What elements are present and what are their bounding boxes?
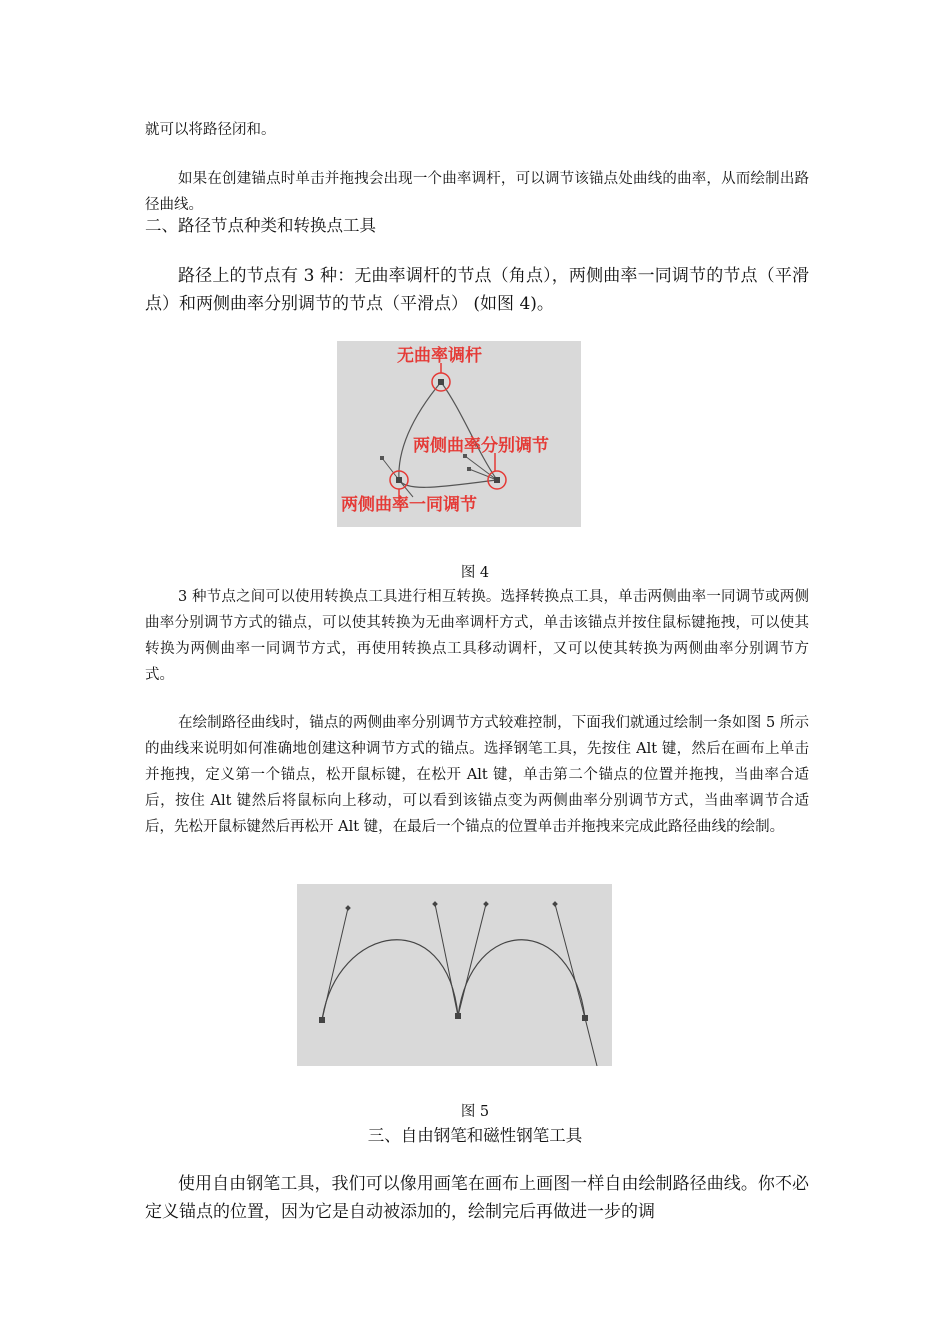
section-heading-freeform-pen: 三、自由钢笔和磁性钢笔工具 [367, 1126, 583, 1145]
figure-4-label-split-smooth: 两侧曲率分别调节 [413, 436, 549, 456]
figure-5-caption: 图 5 [460, 1104, 490, 1120]
figure-4-node-types [337, 341, 581, 527]
section-heading-node-types: 二、路径节点种类和转换点工具 [145, 216, 376, 235]
paragraph-pen-tool-steps: 在绘制路径曲线时，锚点的两侧曲率分别调节方式较难控制，下面我们就通过绘制一条如图 5 所示的曲线来说明如何准确地创建这种调节方式的锚点。选择钢笔工具，先按住 Alt 键，然后在画布上单击并拖拽，定义第一个锚点，松开鼠标键，在松开 Alt 键，单击第二个锚点的位置并拖拽，当曲率合适后，按住 Alt 键然后将鼠标向上移动，可以看到该锚点变为两侧曲率分别调节方式，当曲率调节合适后，先松开鼠标键然后再松开 Alt 键，在最后一个锚点的位置单击并拖拽来完成此路径曲线的绘制。 [145, 715, 809, 835]
paragraph-closing-path: 就可以将路径闭和。 [145, 122, 276, 138]
figure-4-label-joint-smooth: 两侧曲率一同调节 [341, 495, 477, 515]
figure-4-diagram [337, 341, 581, 527]
paragraph-convert-point-tool: 3 种节点之间可以使用转换点工具进行相互转换。选择转换点工具，单击两侧曲率一同调节或两侧曲率分别调节方式的锚点，可以使其转换为无曲率调杆方式，单击该锚点并按住鼠标键拖拽，可以使其转换为两侧曲率一同调节方式，再使用转换点工具移动调杆，又可以使其转换为两侧曲率分别调节方式。 [145, 589, 809, 683]
figure-5-diagram [297, 884, 612, 1066]
figure-4-label-corner-point: 无曲率调杆 [397, 346, 482, 366]
paragraph-node-types: 路径上的节点有 3 种：无曲率调杆的节点（角点），两侧曲率一同调节的节点（平滑点）和两侧曲率分别调节的节点（平滑点） (如图 4)。 [145, 266, 809, 314]
paragraph-curve-handle: 如果在创建锚点时单击并拖拽会出现一个曲率调杆，可以调节该锚点处曲线的曲率，从而绘制出路径曲线。 [145, 171, 809, 213]
figure-4-caption: 图 4 [460, 565, 490, 581]
paragraph-freeform-pen: 使用自由钢笔工具，我们可以像用画笔在画布上画图一样自由绘制路径曲线。你不必定义锚点的位置，因为它是自动被添加的，绘制完后再做进一步的调 [145, 1174, 809, 1222]
figure-5-curve [297, 884, 612, 1066]
